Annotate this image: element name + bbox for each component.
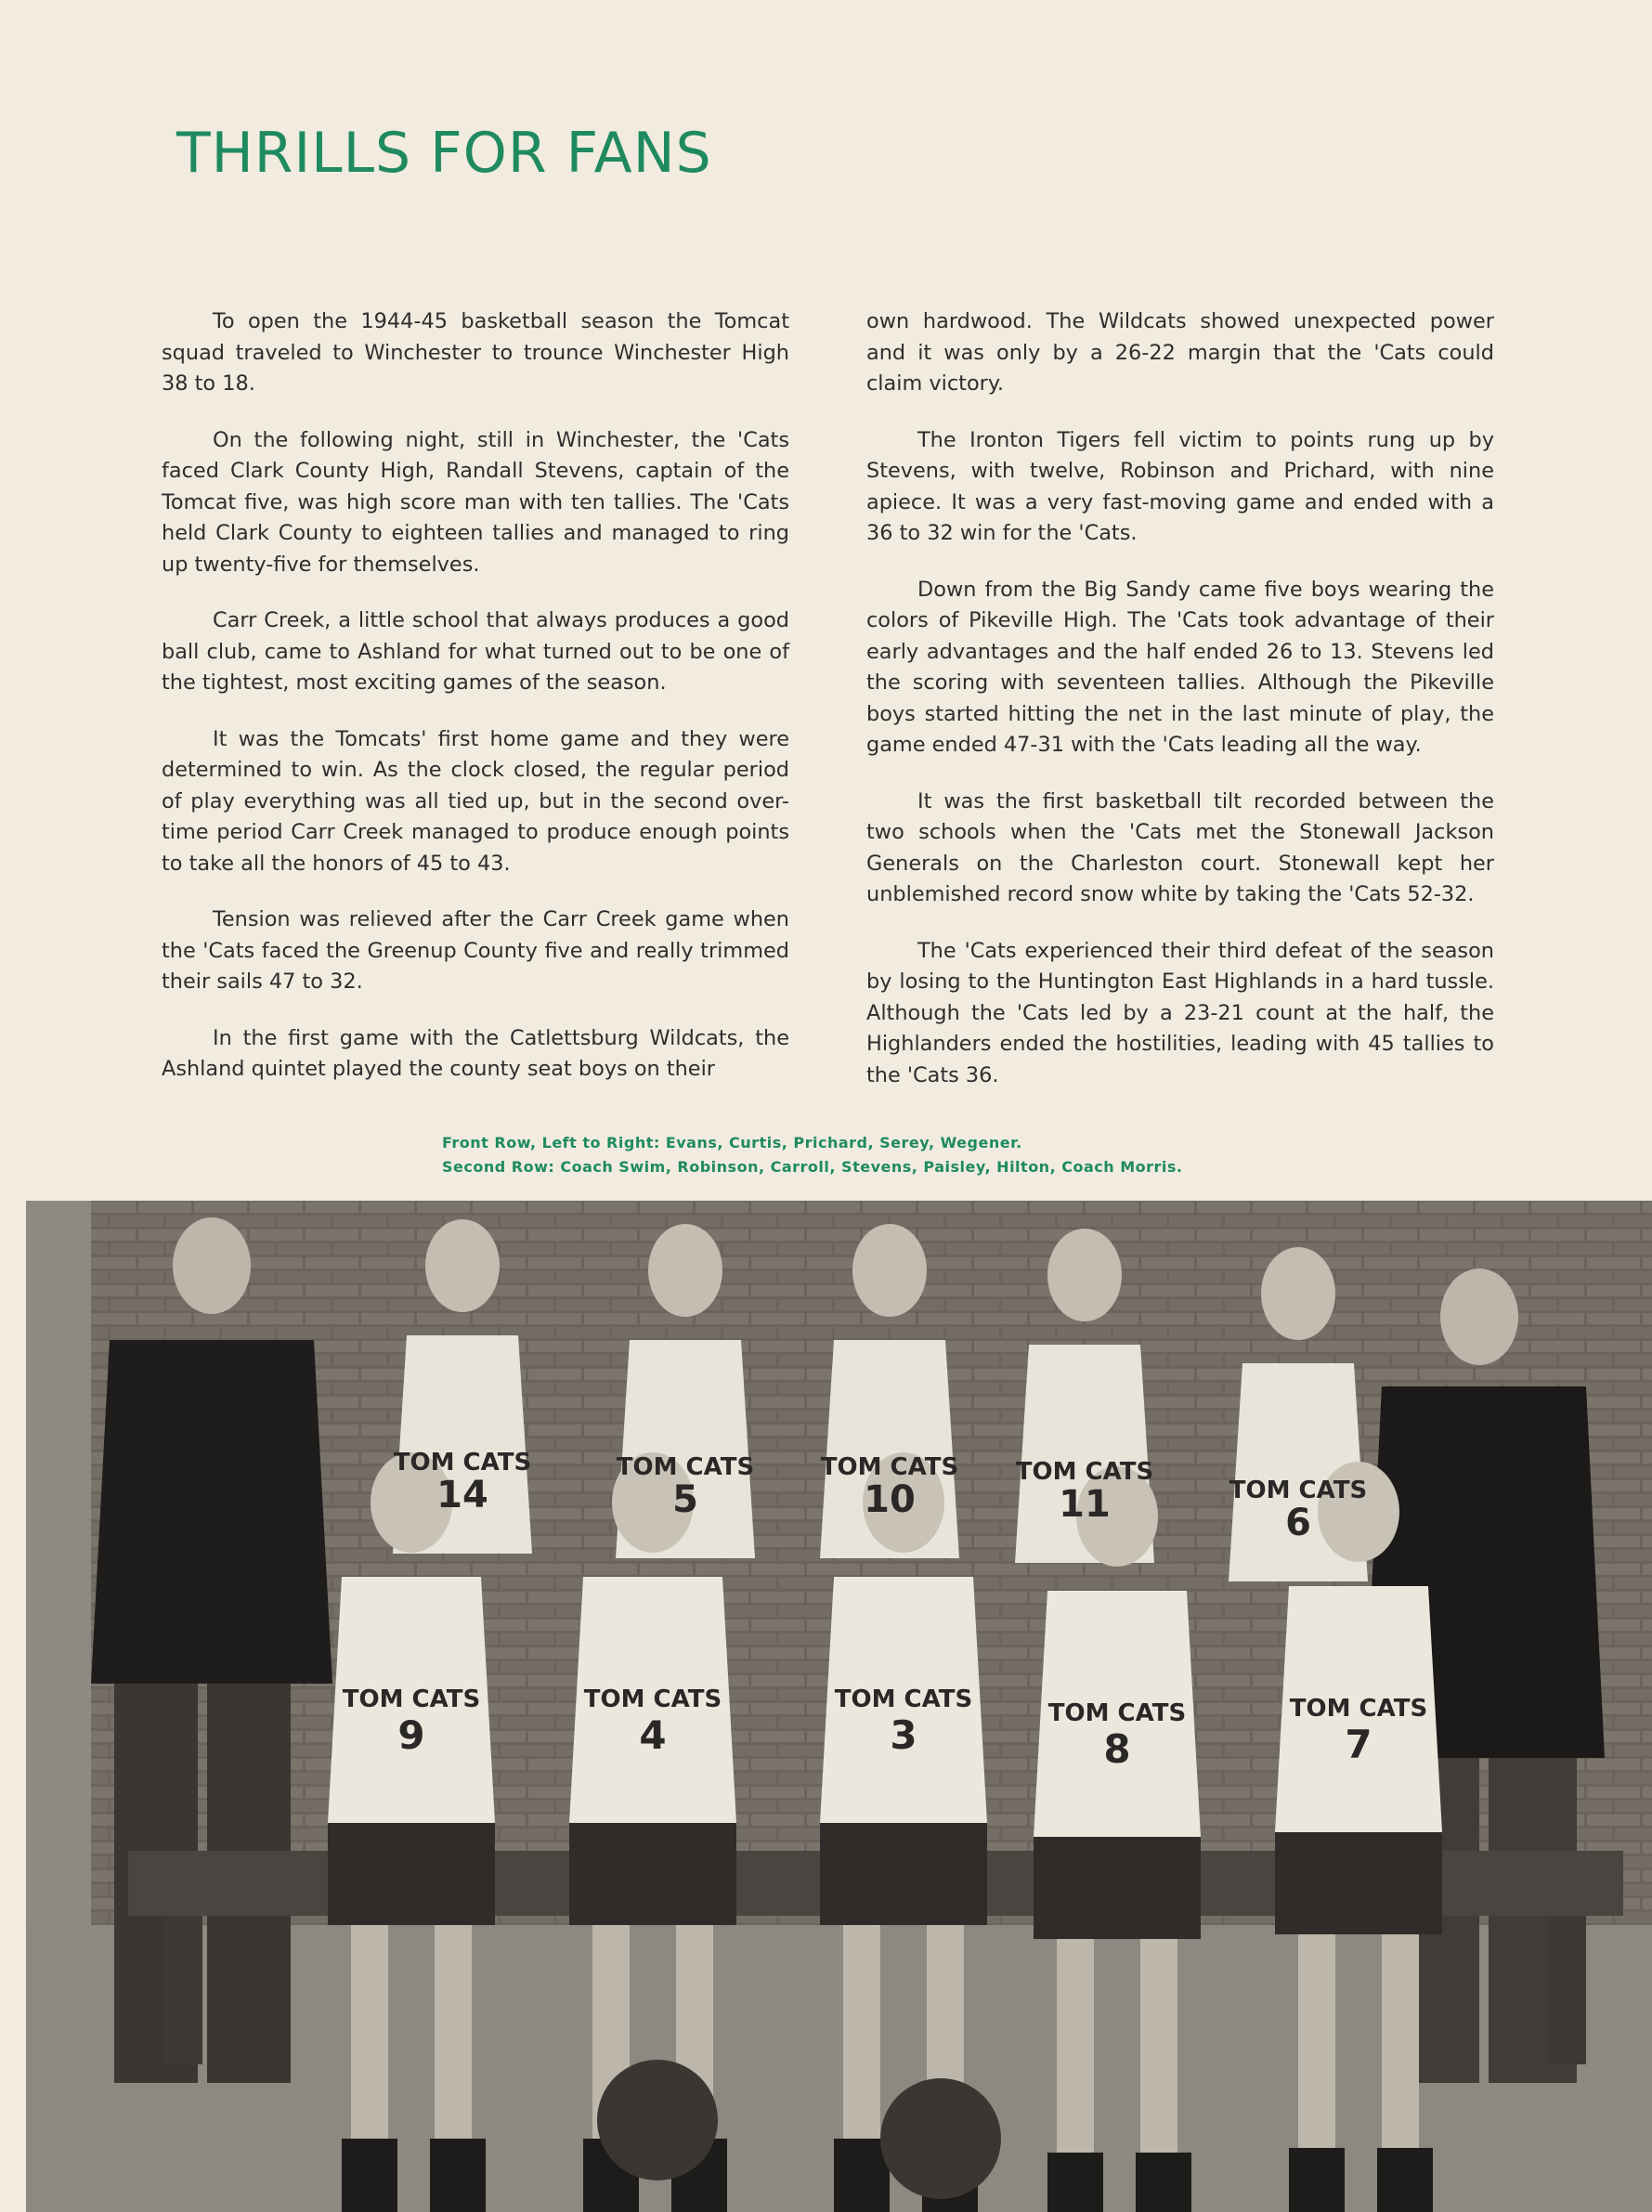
paragraph: In the first game with the Catlettsburg Wildcats, the Ashland quintet played the county seat boys on their	[162, 1025, 789, 1081]
jersey-number: 3	[890, 1712, 917, 1758]
page-title: THRILLS FOR FANS	[176, 121, 712, 186]
jersey-text: TOM CATS	[834, 1685, 973, 1713]
jersey-text: TOM CATS	[616, 1453, 755, 1481]
paragraph: To open the 1944-45 basketball season the Tomcat squad traveled to Winchester to trounce Winchester High 38 to 18.	[162, 309, 789, 396]
team-photo-illustration	[26, 1201, 1652, 2212]
team-photo	[26, 1201, 1652, 2212]
jersey-text: TOM CATS	[342, 1685, 481, 1713]
paragraph: Down from the Big Sandy came five boys wearing the colors of Pikeville High. The 'Cats took advantage of their early advantages and the half ended 26 to 13. Stevens led the scoring with seventeen tallies. Although the Pikeville boys started hitting the net in the last minute of play, the game ended 47-31 with the 'Cats leading all the way.	[866, 577, 1494, 757]
photo-caption	[442, 1131, 1182, 1179]
jersey-number: 11	[1059, 1483, 1111, 1526]
jersey-text: TOM CATS	[820, 1453, 959, 1481]
jersey-number: 7	[1345, 1722, 1372, 1767]
jersey-number: 8	[1103, 1726, 1131, 1772]
jersey-number: 4	[639, 1712, 667, 1758]
jersey-number: 5	[672, 1478, 698, 1521]
right-column	[866, 306, 1494, 1088]
jersey-text: TOM CATS	[393, 1449, 532, 1477]
caption-second-row: Second Row: Coach Swim, Robinson, Carroll, Stevens, Paisley, Hilton, Coach Morris.	[442, 1158, 1183, 1176]
paragraph-continuation: own hardwood. The Wildcats showed unexpected power and it was only by a 26-22 margin that the 'Cats could claim victory.	[866, 309, 1494, 396]
paragraph: The Ironton Tigers fell victim to points rung up by Stevens, with twelve, Robinson and Prichard, with nine apiece. It was a very fast-moving game and ended with a 36 to 32 win for the 'Cats.	[866, 427, 1494, 545]
basketball	[880, 2078, 1001, 2199]
paragraph: Carr Creek, a little school that always produces a good ball club, came to Ashland for what turned out to be one of the tightest, most exciting games of the season.	[162, 608, 789, 695]
jersey-text: TOM CATS	[1229, 1477, 1368, 1504]
paragraph: Tension was relieved after the Carr Creek game when the 'Cats faced the Greenup County five and really trimmed their sails 47 to 32.	[162, 907, 789, 994]
basketball	[597, 2060, 718, 2180]
building-edge	[26, 1201, 91, 1962]
left-column	[162, 306, 789, 1088]
caption-front-row: Front Row, Left to Right: Evans, Curtis, Prichard, Serey, Wegener.	[442, 1134, 1022, 1152]
jersey-text: TOM CATS	[1015, 1458, 1154, 1486]
jersey-number: 10	[864, 1478, 916, 1521]
jersey-number: 6	[1285, 1502, 1311, 1544]
jersey-number: 9	[397, 1712, 425, 1758]
jersey-number: 14	[436, 1474, 488, 1516]
jersey-text: TOM CATS	[1289, 1695, 1428, 1723]
jersey-text: TOM CATS	[1047, 1699, 1187, 1727]
paragraph: It was the first basketball tilt recorded between the two schools when the 'Cats met the Stonewall Jackson Generals on the Charleston court. Stonewall kept her unblemished record snow white by taking the 'Cats 52-32.	[866, 788, 1494, 906]
paragraph: On the following night, still in Winchester, the 'Cats faced Clark County High, Randall Stevens, captain of the Tomcat five, was high score man with ten tallies. The 'Cats held Clark County to eighteen tallies and managed to ring up twenty-five for themselves.	[162, 427, 789, 577]
jersey-text: TOM CATS	[583, 1685, 722, 1713]
article-columns	[162, 306, 1494, 1088]
paragraph: The 'Cats experienced their third defeat of the season by losing to the Huntington East Highlands in a hard tussle. Although the 'Cats led by a 23-21 count at the half, the Highlanders ended the hostilities, leading with 45 tallies to the 'Cats 36.	[866, 938, 1494, 1087]
paragraph: It was the Tomcats' first home game and they were determined to win. As the clock closed, the regular period of play everything was all tied up, but in the second over-time period Carr Creek managed to produce enough points to take all the honors of 45 to 43.	[162, 726, 789, 876]
